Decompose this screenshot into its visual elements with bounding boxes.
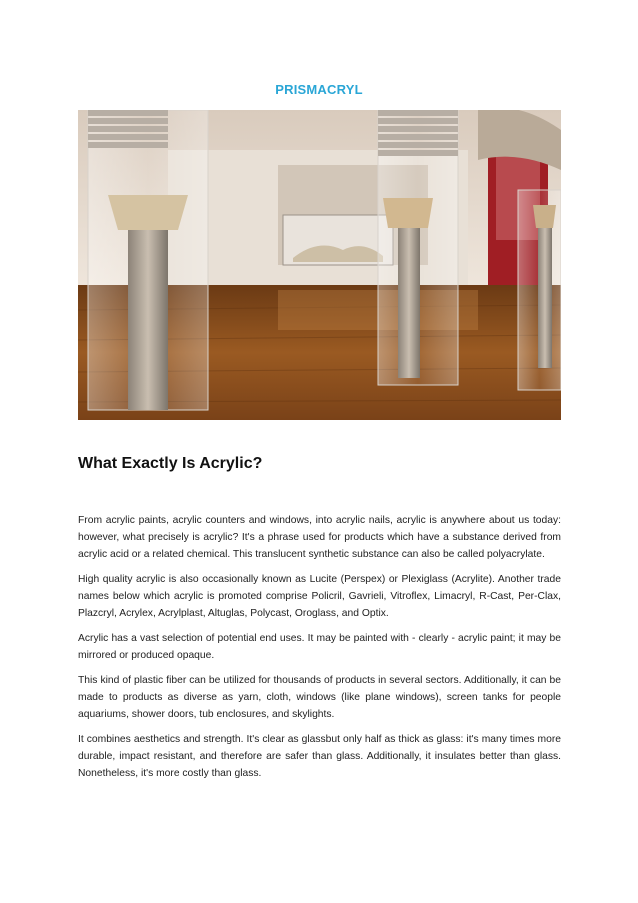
paragraph: From acrylic paints, acrylic counters and windows, into acrylic nails, acrylic is anywhere about us today: however, what precisely is acrylic? It's a phrase used for products which have a substance derived from acrylic acid or a related chemical. This translucent synthetic substance can also be called polyacrylate. <box>78 515 561 560</box>
body-text <box>78 512 561 790</box>
museum-photo <box>78 110 561 420</box>
paragraph: High quality acrylic is also occasionally known as Lucite (Perspex) or Plexiglass (Acrylite). Another trade names below which acrylic is promoted comprise Policril, Gavrieli, Vitroflex, Limacryl, R-Cast, Per-Clax, Plazcryl, Acrylex, Acrylplast, Altuglas, Polycast, Oroglass, and Optix. <box>78 574 561 619</box>
paragraph: Acrylic has a vast selection of potential end uses. It may be painted with - clearly - acrylic paint; it may be mirrored or produced opaque. <box>78 633 561 661</box>
paragraph: This kind of plastic fiber can be utilized for thousands of products in several sectors. Additionally, it can be made to products as diverse as yarn, cloth, windows (like plane windows), screen tanks for people aquariums, shower doors, tub enclosures, and skylights. <box>78 675 561 720</box>
document-title: PRISMACRYL <box>275 82 363 97</box>
section-heading: What Exactly Is Acrylic? <box>78 455 263 472</box>
paragraph: It combines aesthetics and strength. It's clear as glassbut only half as thick as glass: it's many times more durable, impact resistant, and therefore are safer than glass. Additionally, it insulates better than glass. Nonetheless, it's more costly than glass. <box>78 734 561 779</box>
